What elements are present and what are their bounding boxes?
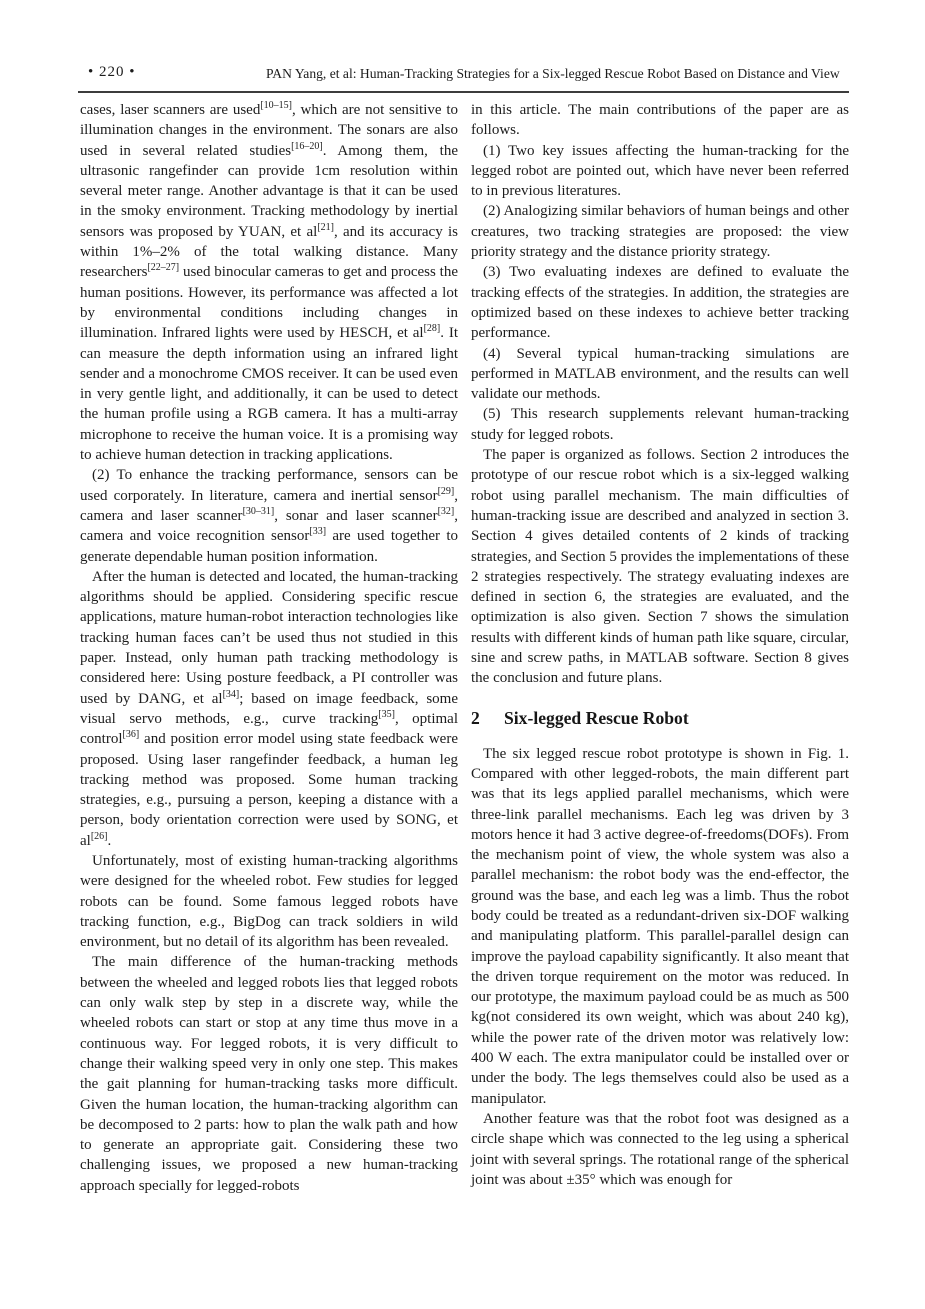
paragraph: The six legged rescue robot prototype is shown in Fig. 1. Compared with other legged-robots, the main different part was that its legs applied parallel mechanisms, which were three-link parallel mechanisms. Each leg was driven by 3 motors hence it had 3 active degree-of-freedoms(DOFs). From the mechanism point of view, the whole system was also a parallel mechanism: the robot body was the end-effector, the ground was the base, and each leg was a limb. Thus the robot body could be treated as a redundant-driven six-DOF walking and manipulating platform. This parallel-parallel design can improve the payload capability significantly. It also meant that the driven torque requirement on the motor was reduced. In our prototype, the maximum payload could be as much as 500 kg(not considered its own weight, which was about 240 kg), while the power rate of the driven motor was relatively low: 400 W each. The extra manipulator could be installed over or under the body. The legs themselves could also be used as a manipulator. — [471, 745, 849, 1107]
reference-superscript: [22–27] — [147, 262, 180, 274]
reference-superscript: [34] — [222, 688, 240, 700]
reference-superscript: [33] — [309, 526, 327, 538]
page-number: • 220 • — [88, 64, 136, 80]
reference-superscript: [10–15] — [260, 100, 292, 111]
heading-number: 2 — [471, 707, 480, 728]
reference-superscript: [36] — [122, 729, 140, 741]
paragraph: The paper is organized as follows. Section 2 introduces the prototype of our rescue robot which is a six-legged walking robot using parallel mechanism. The main difficulties of human-tracking issue are described and analyzed in section 3. Section 4 gives detailed contents of 2 kinds of tracking strategies, and Section 5 provides the implementations of these 2 strategies respectively. The strategy evaluating indexes are defined in section 6, the strategies are evaluated, and the optimization is also given. Section 7 shows the simulation results with different kinds of human path like square, circular, sine and screw paths, in MATLAB software. Section 8 gives the conclusion and future plans. — [471, 447, 849, 687]
page-header — [80, 62, 849, 86]
reference-superscript: [26] — [90, 830, 108, 842]
paragraph: Unfortunately, most of existing human-tracking algorithms were designed for the wheeled robot. Few studies for legged robots can be found. Some famous legged robots have tracking function, e.g., BigDog can track soldiers in wild environment, but no detail of its algorithm has been revealed. — [80, 852, 458, 951]
paragraph: After the human is detected and located, the human-tracking algorithms should be applied. Considering specific rescue applications, mature human-robot interaction technologies like tracking human faces can’t be used thus not studied in this paper. Instead, only human path tracking methodology is considered here: Using posture feedback, a PI controller was used by DANG, et al[34]; based on image feedback, some visual servo methods, e.g., curve tracking[35], optimal control[36] and position error model using state feedback were proposed. Using laser rangefinder feedback, a human leg tracking method was proposed. Some human tracking strategies, e.g., pursuing a person, keeping a distance with a person, body orientation correction were used by SONG, et al[26]. — [80, 568, 459, 849]
heading-title: Six-legged Rescue Robot — [504, 707, 689, 728]
reference-superscript: [21] — [317, 221, 334, 233]
paragraph: Another feature was that the robot foot was designed as a circle shape which was connected to the leg using a spherical joint with several springs. The rotational range of the spherical joint was about ±35° which was enough for — [471, 1110, 849, 1188]
reference-superscript: [28] — [423, 323, 441, 335]
running-title: PAN Yang, et al: Human-Tracking Strategies for a Six-legged Rescue Robot Based on Distance and View — [266, 66, 840, 81]
reference-superscript: [30–31] — [242, 505, 275, 517]
paragraph: cases, laser scanners are used[10–15], which are not sensitive to illumination changes in the environment. The sonars are also used in several related studies[16–20]. Among them, the ultrasonic rangefinder can provide 1cm resolution within several meter range. Another advantage is that it can be used in the smoky environment. Tracking methodology by inertial sensors was proposed by YUAN, et al[21], and its accuracy is within 1%–2% of the total walking distance. Many researchers[22–27] used binocular cameras to get and process the human positions. However, its performance was affected a lot by environmental conditions including changes in illumination. Infrared lights were used by HESCH, et al[28]. It can measure the depth information using an infrared light sender and a monochrome CMOS receiver. It can be used even in very gentle light, and additionally, it can be used to detect the human profile using a RGB camera. It has a multi-array microphone to receive the human voice. It is a promising way to achieve human detection in tracking applications. — [80, 100, 458, 464]
paragraph: (1) Two key issues affecting the human-tracking for the legged robot are pointed out, which have never been referred to in previous literatures. — [471, 142, 849, 200]
left-column — [80, 100, 458, 1196]
reference-superscript: [35] — [378, 708, 395, 720]
paragraph: (4) Several typical human-tracking simulations are performed in MATLAB environment, and the results can well validate our methods. — [471, 345, 849, 403]
paragraph: (3) Two evaluating indexes are defined to evaluate the tracking effects of the strategies. In addition, the strategies are optimized based on these indexes to achieve better tracking performance. — [471, 264, 849, 342]
paragraph: (2) To enhance the tracking performance, sensors can be used corporately. In literature, camera and inertial sensor[29], camera and laser scanner[30–31], sonar and laser scanner[32], camera and voice recognition sensor[33] are used together to generate dependable human position information. — [80, 467, 458, 565]
article-body — [80, 100, 849, 1196]
reference-superscript: [32] — [437, 505, 455, 517]
paragraph: (2) Analogizing similar behaviors of human beings and other creatures, two tracking strategies are proposed: the view priority strategy and the distance priority strategy. — [471, 203, 849, 261]
paragraph: in this article. The main contributions of the paper are as follows. — [471, 102, 849, 139]
paragraph: (5) This research supplements relevant human-tracking study for legged robots. — [471, 406, 849, 443]
header-rule — [78, 91, 849, 93]
paragraph: The main difference of the human-tracking methods between the wheeled and legged robots lies that legged robots can only walk step by step in a discrete way, while the wheeled robots can start or stop at any time thus move in a continuous way. For legged robots, it is very difficult to change their walking speed very in only one step. This makes the gait planning for human-tracking tasks more difficult. Given the human location, the human-tracking algorithm can be decomposed to 2 parts: how to plan the walk path and how to generate an appropriate gait. Considering these two challenging issues, we proposed a new human-tracking approach specially for legged-robots — [80, 954, 458, 1194]
reference-superscript: [29] — [437, 485, 455, 497]
reference-superscript: [16–20] — [291, 140, 323, 152]
right-column — [471, 100, 849, 1196]
section-heading — [471, 706, 849, 730]
